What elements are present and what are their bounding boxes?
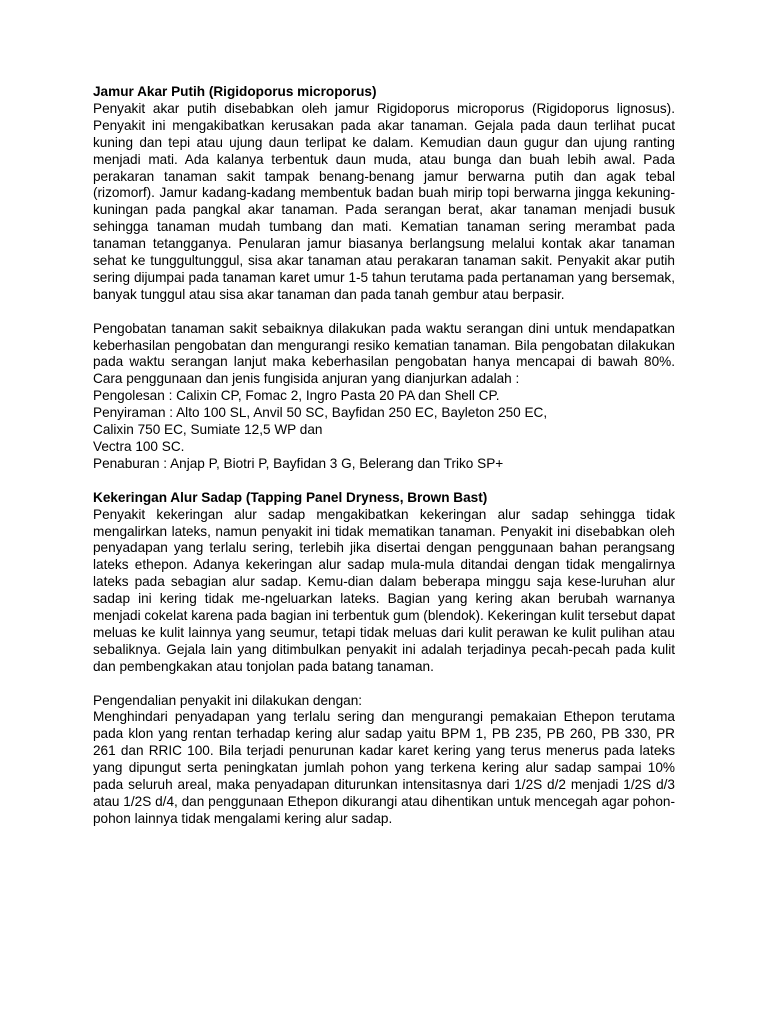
line-calixin: Calixin 750 EC, Sumiate 12,5 WP dan <box>93 422 323 438</box>
paragraph-gap <box>93 304 675 321</box>
line-vectra: Vectra 100 SC. <box>93 439 185 455</box>
paragraph-treatment: Pengobatan tanaman sakit sebaiknya dilakukan pada waktu serangan dini untuk mendapatkan keberhasilan pengobatan dan mengurangi resiko kematian tanaman. Bila pengobatan dilakukan pada waktu serangan lanjut maka keberhasilan pengobatan hanya mencapai di bawah 80%. Cara penggunaan dan jenis fungisida anjuran yang dianjurkan adalah : <box>93 320 675 387</box>
paragraph-control-measures: Menghindari penyadapan yang terlalu sering dan mengurangi pemakaian Ethepon terutama pada klon yang rentan terhadap kering alur sadap yaitu BPM 1, PB 235, PB 260, PB 330, PR 261 dan RRIC 100. Bila terjadi penurunan kadar karet kering yang terus menerus pada lateks yang dipungut serta peningkatan jumlah pohon yang terkena kering alur sadap sampai 10% pada seluruh areal, maka penyadapan diturunkan intensitasnya dari 1/2S d/2 menjadi 1/2S d/3 atau 1/2S d/4, dan penggunaan Ethepon dikurangi atau dihentikan untuk mencegah agar pohon-pohon lainnya tidak mengalami kering alur sadap. <box>93 709 675 826</box>
line-pengolesan: Pengolesan : Calixin CP, Fomac 2, Ingro Pasta 20 PA dan Shell CP. <box>93 388 500 404</box>
line-penaburan: Penaburan : Anjap P, Biotri P, Bayfidan 3 G, Belerang dan Triko SP+ <box>93 455 504 471</box>
section-gap <box>93 473 675 490</box>
section-heading-tapping-panel-dryness: Kekeringan Alur Sadap (Tapping Panel Dryness, Brown Bast) <box>93 489 488 505</box>
paragraph-white-root-description: Penyakit akar putih disebabkan oleh jamur Rigidoporus microporus (Rigidoporus lignosus). Penyakit ini mengakibatkan kerusakan pada akar tanaman. Gejala pada daun terlihat pucat kuning dan tepi atau ujung daun terlipat ke dalam. Kemudian daun gugur dan ujung ranting menjadi mati. Ada kalanya terbentuk daun muda, atau bunga dan buah lebih awal. Pada perakaran tanaman sakit tampak benang-benang jamur berwarna putih dan agak tebal (rizomorf). Jamur kadang-kadang membentuk badan buah mirip topi berwarna jingga kekuning-kuningan pada pangkal akar tanaman. Pada serangan berat, akar tanaman menjadi busuk sehingga tanaman mudah tumbang dan mati. Kematian tanaman sering merambat pada tanaman tetangganya. Penularan jamur biasanya berlangsung melalui kontak akar tanaman sehat ke tunggultunggul, sisa akar tanaman atau perakaran tanaman sakit. Penyakit akar putih sering dijumpai pada tanaman karet umur 1-5 tahun terutama pada pertanaman yang bersemak, banyak tunggul atau sisa akar tanaman dan pada tanah gembur atau berpasir. <box>93 100 675 302</box>
section-heading-white-root-fungus: Jamur Akar Putih (Rigidoporus microporus) <box>93 84 377 99</box>
line-penyiraman: Penyiraman : Alto 100 SL, Anvil 50 SC, Bayfidan 250 EC, Bayleton 250 EC, <box>93 405 548 421</box>
paragraph-dryness-description: Penyakit kekeringan alur sadap mengakibatkan kekeringan alur sadap sehingga tidak mengalirkan lateks, namun penyakit ini tidak mematikan tanaman. Penyakit ini disebabkan oleh penyadapan yang terlalu sering, terlebih jika disertai dengan penggunaan bahan perangsang lateks ethepon. Adanya kekeringan alur sadap mula-mula ditandai dengan tidak mengalirnya lateks pada sebagian alur sadap. Kemu-dian dalam beberapa minggu saja kese-luruhan alur sadap ini kering tidak me-ngeluarkan lateks. Bagian yang kering akan berubah warnanya menjadi cokelat karena pada bagian ini terbentuk gum (blendok). Kekeringan kulit tersebut dapat meluas ke kulit lainnya yang seumur, tetapi tidak meluas dari kulit perawan ke kulit pulihan atau sebaliknya. Gejala lain yang ditimbulkan penyakit ini adalah terjadinya pecah-pecah pada kulit dan pembengkakan atau tonjolan pada batang tanaman. <box>93 506 675 674</box>
control-intro: Pengendalian penyakit ini dilakukan dengan: <box>93 692 363 708</box>
document-page <box>93 84 675 828</box>
paragraph-gap <box>93 676 675 693</box>
